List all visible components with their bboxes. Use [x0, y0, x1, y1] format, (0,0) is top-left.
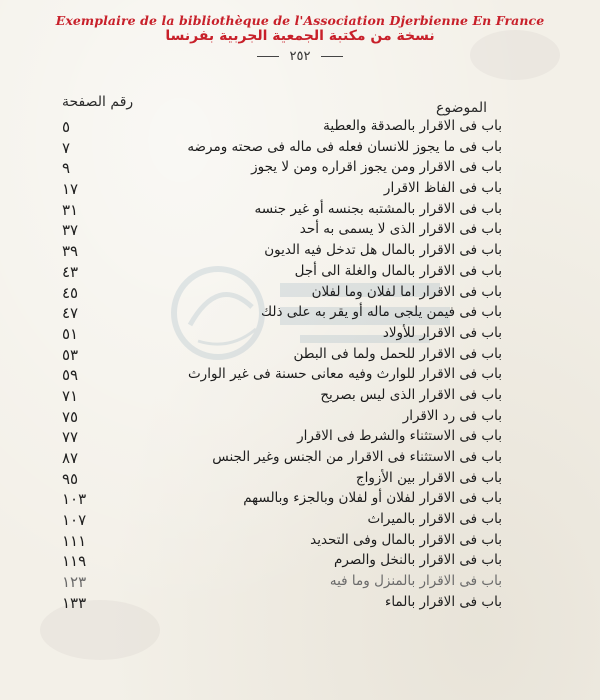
toc-entry [62, 221, 502, 242]
toc-page-number: ١٢٣ [62, 573, 87, 592]
toc-page-number: ٥٣ [62, 345, 79, 364]
topic-column-header: الموضوع [436, 100, 487, 116]
library-stamp-latin: Exemplaire de la bibliothèque de l'Association Djerbienne En France [55, 13, 545, 28]
toc-topic: باب فى الاقرار الذى لا يسمى به أحد [299, 221, 502, 238]
toc-page-number: ١١١ [62, 531, 87, 550]
toc-topic: باب فى الاقرار بالمشتبه بجنسه أو غير جنسه [254, 200, 502, 217]
toc-entry [62, 139, 502, 160]
toc-topic: باب فى ما يجوز للانسان فعله فى ماله فى صحته ومرضه [187, 138, 502, 155]
toc-topic: باب فى الاقرار بالصدقة والعطية [323, 118, 502, 134]
table-of-contents [62, 118, 502, 615]
toc-entry [62, 304, 502, 325]
toc-topic: باب فى الاقرار بالميراث [367, 511, 502, 528]
toc-entry [62, 428, 502, 449]
toc-entry [62, 284, 502, 305]
toc-page-number: ٤٥ [62, 283, 79, 302]
toc-page-number: ١٣٣ [62, 593, 87, 612]
dash-right [321, 56, 343, 57]
toc-entry [62, 366, 502, 387]
toc-entry [62, 263, 502, 284]
library-stamp-arabic: نسخة من مكتبة الجمعية الجربية بفرنسا [165, 28, 435, 44]
toc-entry [62, 511, 502, 532]
toc-entry [62, 470, 502, 491]
toc-topic: باب فى الاقرار بالمنزل وما فيه [329, 573, 502, 590]
toc-topic: باب فى الاقرار لفلان أو لفلان وبالجزء وبالسهم [243, 490, 502, 507]
toc-page-number: ١٧ [62, 180, 79, 199]
toc-entry [62, 201, 502, 222]
toc-entry [62, 573, 502, 594]
toc-page-number: ٤٧ [62, 304, 79, 323]
toc-page-number: ٧٥ [62, 407, 79, 426]
toc-page-number: ١١٩ [62, 552, 87, 571]
toc-topic: باب فى الاقرار بالمال وفى التحديد [310, 531, 502, 548]
toc-topic: باب فى الاقرار بالنخل والصرم [334, 552, 502, 569]
toc-page-number: ٥١ [62, 324, 79, 343]
toc-topic: باب فى الاقرار الذى ليس بصريح [320, 386, 502, 403]
page-number [0, 49, 600, 64]
toc-page-number: ٩٥ [62, 469, 79, 488]
toc-entry [62, 118, 502, 139]
toc-entry [62, 242, 502, 263]
toc-page-number: ١٠٣ [62, 490, 87, 509]
toc-page-number: ٧ [62, 138, 71, 157]
toc-topic: باب فى الاقرار بالمال والغلة الى أجل [294, 262, 502, 279]
toc-entry [62, 159, 502, 180]
toc-entry [62, 594, 502, 615]
toc-page-number: ٥٩ [62, 366, 79, 385]
toc-topic: باب فى الاقرار اما لفلان وما لفلان [311, 283, 502, 300]
toc-topic: باب فى الاستثناء فى الاقرار من الجنس وغير الجنس [212, 449, 502, 465]
toc-page-number: ٩ [62, 159, 71, 178]
toc-topic: باب فى الاستثناء والشرط فى الاقرار [297, 428, 502, 445]
toc-entry [62, 346, 502, 367]
toc-topic: باب فى الفاظ الاقرار [383, 180, 502, 197]
page-column-header: رقم الصفحة [62, 94, 134, 110]
toc-topic: باب فى الاقرار للوارث وفيه معانى حسنة فى غير الوارث [187, 366, 502, 383]
toc-topic: باب فى الاقرار بالماء [384, 593, 502, 610]
toc-entry [62, 180, 502, 201]
dash-left [257, 56, 279, 57]
toc-page-number: ٣١ [62, 200, 79, 219]
toc-page-number: ٣٧ [62, 221, 79, 240]
toc-topic: باب فى الاقرار بين الأزواج [355, 469, 502, 486]
toc-topic: باب فى فيمن يلجى ماله أو يقر به على ذلك [261, 304, 502, 321]
toc-page-number: ٧١ [62, 386, 79, 405]
toc-entry [62, 532, 502, 553]
toc-entry [62, 325, 502, 346]
toc-entry [62, 408, 502, 429]
toc-page-number: ٣٩ [62, 242, 79, 261]
toc-entry [62, 490, 502, 511]
toc-page-number: ٤٣ [62, 262, 79, 281]
toc-page-number: ١٠٧ [62, 511, 87, 530]
toc-entry [62, 387, 502, 408]
toc-topic: باب فى الاقرار بالمال هل تدخل فيه الديون [264, 242, 502, 259]
toc-topic: باب فى الاقرار للحمل ولما فى البطن [293, 345, 502, 362]
toc-page-number: ٨٧ [62, 449, 79, 467]
toc-page-number: ٥ [62, 118, 71, 136]
toc-page-number: ٧٧ [62, 428, 79, 447]
toc-entry [62, 552, 502, 573]
toc-topic: باب فى رد الاقرار [402, 407, 502, 424]
toc-entry [62, 449, 502, 470]
page-number-value: ٢٥٢ [289, 49, 311, 64]
toc-topic: باب فى الاقرار ومن يجوز اقراره ومن لا يجوز [251, 159, 502, 176]
toc-topic: باب فى الاقرار للأولاد [382, 324, 502, 341]
